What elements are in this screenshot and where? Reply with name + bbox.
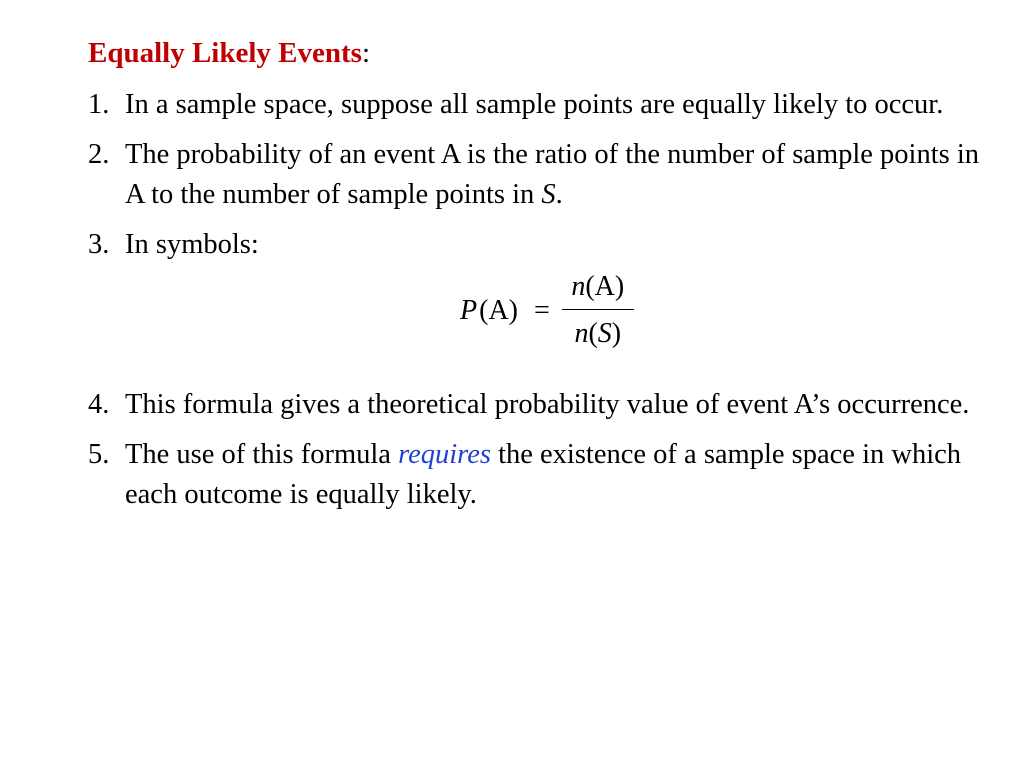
denominator-function: n [574,318,589,349]
list-item-5 [88,435,988,515]
list-item-emphasis: S [541,179,556,210]
denominator-open: ( [588,318,598,349]
list-item-number: 1. [88,89,110,120]
list-item-number: 3. [88,229,110,260]
numerator-function: n [571,271,586,302]
list-item-4 [88,385,988,425]
denominator-close: ) [611,318,622,349]
list-item-text: In a sample space, suppose all sample points are equally likely to occur. [125,89,944,120]
numerator-open: ( [585,271,595,302]
list-item-text: In symbols: [125,229,259,260]
numbered-list [88,85,988,525]
probability-formula [460,269,634,352]
fraction-bar [562,309,634,310]
list-item-text: The use of this formula [125,439,399,470]
formula-container [125,265,988,375]
list-item-2 [88,135,988,215]
formula-equals: = [534,294,550,326]
formula-lhs-open: ( [479,294,489,326]
slide-heading [88,34,370,72]
list-item-1 [88,85,988,125]
formula-numerator [567,269,628,305]
list-item-emphasis: requires [398,439,491,470]
heading-colon: : [361,37,371,69]
formula-lhs-close: ) [508,294,518,326]
formula-fraction [562,269,634,352]
list-item-text: This formula gives a theoretical probability value of event A’s occurrence. [125,389,970,420]
formula-lhs-arg: A [488,294,509,326]
formula-lhs [460,291,518,331]
heading-title: Equally Likely Events [88,37,362,69]
list-item-text-end: . [555,179,563,210]
formula-denominator [570,316,625,352]
denominator-arg: S [597,318,612,349]
list-item-number: 5. [88,439,110,470]
list-item-number: 4. [88,389,110,420]
list-item-text-end: the existence of a sample space in which each outcome is equally likely. [125,439,962,510]
list-item-text: The probability of an event A is the ratio of the number of sample points in A to the number of sample points in [125,139,980,210]
numerator-arg: A [594,271,615,302]
list-item-number: 2. [88,139,110,170]
formula-lhs-function: P [460,294,478,326]
numerator-close: ) [614,271,625,302]
list-item-3 [88,225,988,375]
